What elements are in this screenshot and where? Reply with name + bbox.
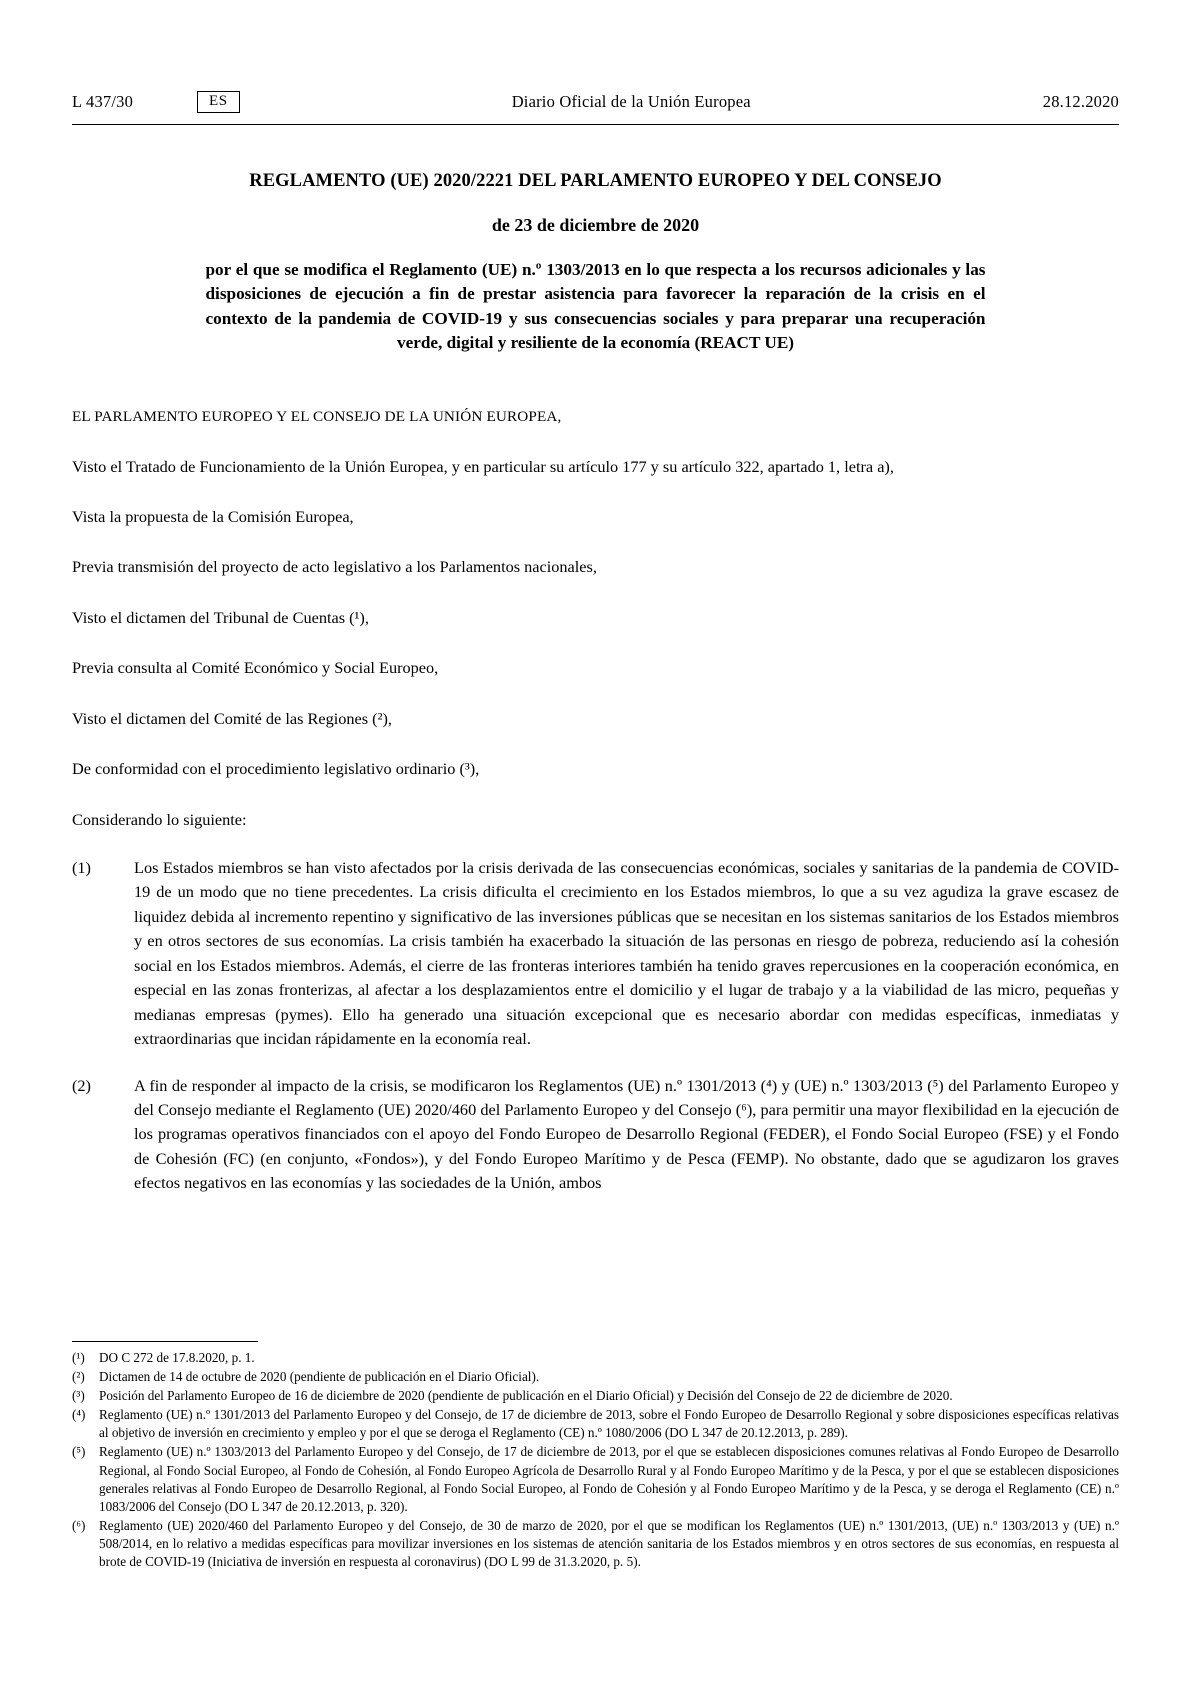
header-divider: [72, 124, 1119, 125]
title-block: [72, 169, 1119, 356]
footnote-item: [72, 1349, 1119, 1367]
document-body: [72, 406, 1119, 1196]
journal-title: Diario Oficial de la Unión Europea: [511, 92, 751, 111]
recital-item: [72, 856, 1119, 1052]
footnote-item: [72, 1406, 1119, 1442]
footnote-divider: [72, 1341, 258, 1342]
footnote-text: Dictamen de 14 de octubre de 2020 (pendiente de publicación en el Diario Oficial).: [99, 1369, 540, 1385]
citation: Visto el Tratado de Funcionamiento de la Unión Europea, y en particular su artículo 177 y su artículo 322, apartado 1, letra a),: [72, 456, 894, 476]
footnote-item: [72, 1387, 1119, 1405]
recital-item: [72, 1074, 1119, 1196]
footnote-text: Reglamento (UE) n.º 1301/2013 del Parlamento Europeo y del Consejo, de 17 de diciembre de 2013, sobre el Fondo Europeo de Desarrollo Regional y sobre disposiciones específicas relativas al objetivo de inversión en crecimiento y empleo y por el que se deroga el Reglamento (CE) n.º 1080/2006 (DO L 347 de 20.12.2013, p. 289).: [99, 1407, 1119, 1441]
footnote-marker: (¹): [72, 1350, 85, 1366]
regulation-date: de 23 de diciembre de 2020: [491, 215, 700, 236]
footnote-marker: (⁵): [72, 1444, 86, 1460]
regulation-title: REGLAMENTO (UE) 2020/2221 DEL PARLAMENTO EUROPEO Y DEL CONSEJO: [249, 171, 942, 191]
footnote-text: Reglamento (UE) 2020/460 del Parlamento Europeo y del Consejo, de 30 de marzo de 2020, por el que se modifican los Reglamentos (UE) n.º 1301/2013, (UE) n.º 1303/2013 y (UE) n.º 508/2014, en lo relativo a medidas específicas para movilizar inversiones en los sistemas de atención sanitaria de los Estados miembros y en otros sectores de sus economías, en respuesta al brote de COVID-19 (Iniciativa de inversión en respuesta al coronavirus) (DO L 99 de 31.3.2020, p. 5).: [99, 1517, 1119, 1569]
footnote-text: Reglamento (UE) n.º 1303/2013 del Parlamento Europeo y del Consejo, de 17 de diciembre de 2013, por el que se establecen disposiciones comunes relativas al Fondo Europeo de Desarrollo Regional, al Fondo Social Europeo, al Fondo de Cohesión, al Fondo Europeo Agrícola de Desarrollo Rural y al Fondo Europeo Marítimo y de la Pesca, y por el que se establecen disposiciones generales relativas al Fondo Europeo de Desarrollo Regional, al Fondo Social Europeo, al Fondo de Cohesión y al Fondo Europeo Marítimo y de la Pesca, y se deroga el Reglamento (CE) n.º 1083/2006 del Consejo (DO L 347 de 20.12.2013, p. 320).: [99, 1444, 1119, 1514]
citation: De conformidad con el procedimiento legislativo ordinario (³),: [72, 759, 480, 779]
citation: Vista la propuesta de la Comisión Europea,: [72, 506, 354, 526]
recital-text: A fin de responder al impacto de la crisis, se modificaron los Reglamentos (UE) n.º 1301/2013 (⁴) y (UE) n.º 1303/2013 (⁵) del Parlamento Europeo y del Consejo mediante el Reglamento (UE) 2020/460 del Parlamento Europeo y del Consejo (⁶), para permitir una mayor flexibilidad en la ejecución de los programas operativos financiados con el apoyo del Fondo Europeo de Desarrollo Regional (FEDER), el Fondo Social Europeo (FSE) y el Fondo de Cohesión (FC) (en conjunto, «Fondos»), y del Fondo Europeo Marítimo y de Pesca (FEMP). No obstante, dado que se agudizaron los graves efectos negativos en las economías y las sociedades de la Unión, ambos: [134, 1075, 1119, 1193]
footnote-marker: (³): [72, 1388, 85, 1404]
footnote-marker: (⁶): [72, 1517, 86, 1533]
citation: Visto el dictamen del Comité de las Regiones (²),: [72, 708, 392, 728]
footnote-item: [72, 1443, 1119, 1515]
publication-date: 28.12.2020: [1042, 92, 1119, 111]
regulation-subtitle: por el que se modifica el Reglamento (UE) n.º 1303/2013 en lo que respecta a los recursos adicionales y las disposiciones de ejecución a fin de prestar asistencia para favorecer la reparación de la crisis en el contexto de la pandemia de COVID-19 y sus consecuencias sociales y para preparar una recuperación verde, digital y resiliente de la economía (REACT UE): [205, 260, 986, 353]
citation: Previa transmisión del proyecto de acto legislativo a los Parlamentos nacionales,: [72, 557, 597, 577]
footnote-item: [72, 1368, 1119, 1386]
considering-label: Considerando lo siguiente:: [72, 809, 247, 829]
recital-text: Los Estados miembros se han visto afectados por la crisis derivada de las consecuencias económicas, sociales y sanitarias de la pandemia de COVID-19 de un modo que no tiene precedentes. La crisis dificulta el crecimiento en los Estados miembros, lo que a su vez agudiza la grave escasez de liquidez debida al incremento repentino y significativo de las inversiones públicas que se necesitan en los sistemas sanitarios de los Estados miembros y en otros sectores de sus economías. La crisis también ha exacerbado la situación de las personas en riesgo de pobreza, reduciendo así la cohesión social en los Estados miembros. Además, el cierre de las fronteras interiores también ha tenido graves repercusiones en la cooperación económica, en especial en las zonas fronterizas, al afectar a los desplazamientos entre el domicilio y el lugar de trabajo y a la viabilidad de las micro, pequeñas y medianas empresas (pymes). Ello ha generado una situación excepcional que es necesario abordar con medidas específicas, inmediatas y extraordinarias que incidan rápidamente en la economía real.: [134, 858, 1119, 1049]
footnotes-section: [72, 1341, 1119, 1572]
institutions-line: EL PARLAMENTO EUROPEO Y EL CONSEJO DE LA UNIÓN EUROPEA,: [72, 407, 562, 425]
recital-number: (2): [72, 1075, 91, 1095]
citation: Previa consulta al Comité Económico y Social Europeo,: [72, 658, 439, 678]
journal-reference: L 437/30: [72, 92, 134, 111]
footnote-marker: (²): [72, 1369, 85, 1385]
recital-number: (1): [72, 858, 91, 878]
footnote-text: DO C 272 de 17.8.2020, p. 1.: [99, 1350, 255, 1366]
footnote-text: Posición del Parlamento Europeo de 16 de diciembre de 2020 (pendiente de publicación en el Diario Oficial) y Decisión del Consejo de 22 de diciembre de 2020.: [99, 1388, 953, 1404]
running-header: [72, 82, 1119, 122]
citation: Visto el dictamen del Tribunal de Cuentas (¹),: [72, 607, 369, 627]
footnote-marker: (⁴): [72, 1407, 86, 1423]
footnote-item: [72, 1517, 1119, 1571]
language-code-badge: ES: [197, 91, 240, 113]
